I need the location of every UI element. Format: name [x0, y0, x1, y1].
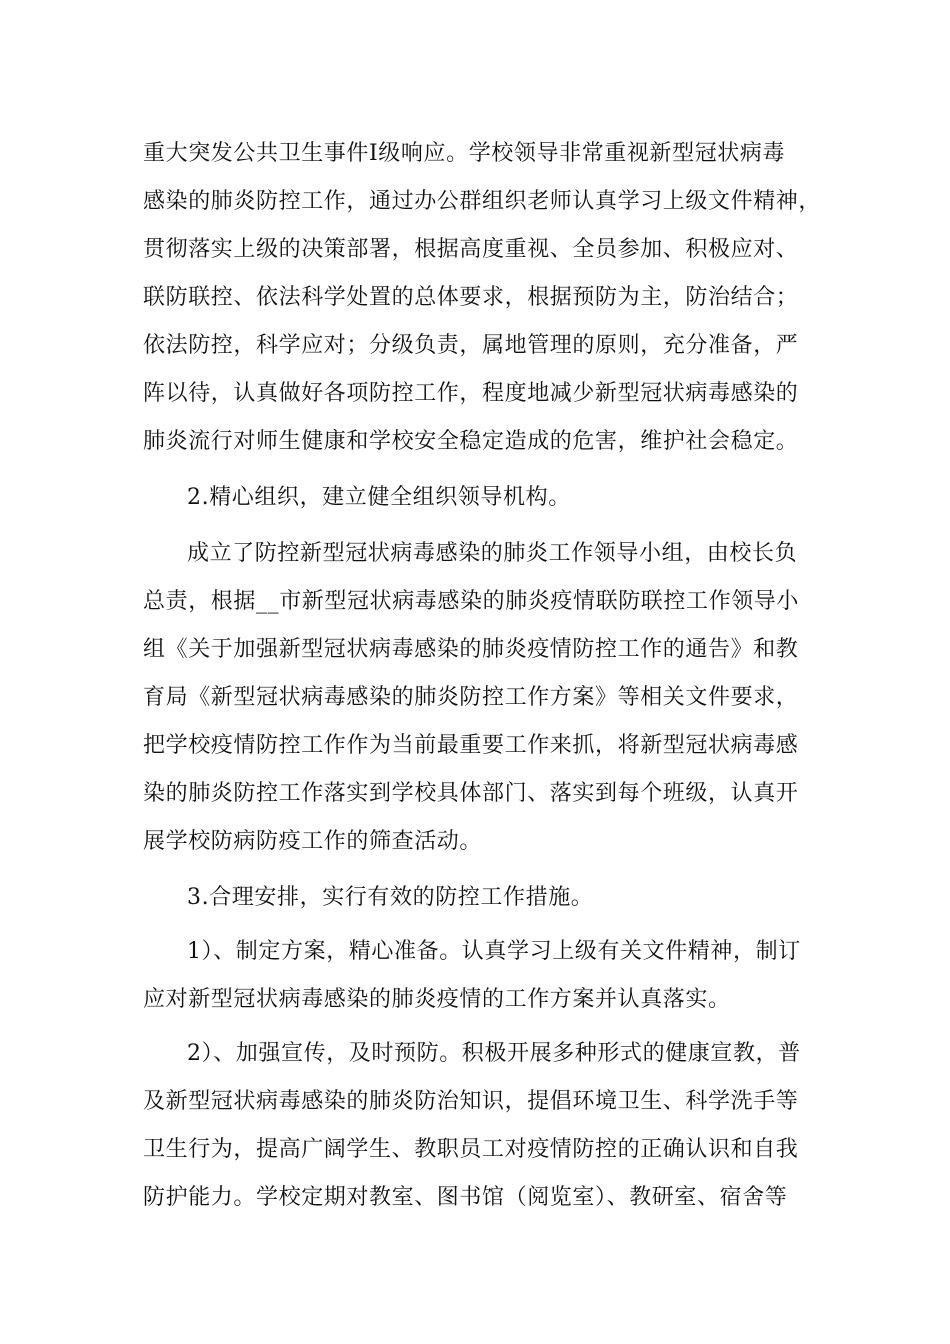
section-heading: 2.精心组织，建立健全组织领导机构。	[187, 485, 571, 510]
text-line: 感染的肺炎防控工作，通过办公群组织老师认真学习上级文件精神，	[143, 189, 822, 214]
text-line: 阵以待，认真做好各项防控工作，程度地减少新型冠状病毒感染的	[143, 381, 799, 406]
text-line: 组《关于加强新型冠状病毒感染的肺炎疫情防控工作的通告》和教	[143, 637, 799, 662]
text-line: 卫生行为，提高广阔学生、教职员工对疫情防控的正确认识和自我	[143, 1137, 799, 1162]
text-line: 重大突发公共卫生事件Ⅰ级响应。学校领导非常重视新型冠状病毒	[143, 141, 786, 166]
text-line: 联防联控、依法科学处置的总体要求，根据预防为主，防治结合；	[143, 285, 799, 310]
text-line: 展学校防病防疫工作的筛查活动。	[143, 829, 483, 854]
text-line: 总责，根据__市新型冠状病毒感染的肺炎疫情联防联控工作领导小	[143, 589, 800, 614]
text-line: 1）、制定方案，精心准备。认真学习上级有关文件精神，制订	[187, 939, 801, 964]
text-line: 应对新型冠状病毒感染的肺炎疫情的工作方案并认真落实。	[143, 987, 731, 1012]
text-line: 2）、加强宣传，及时预防。积极开展多种形式的健康宣教，普	[187, 1041, 801, 1066]
text-line: 依法防控，科学应对；分级负责，属地管理的原则，充分准备，严	[143, 333, 799, 358]
text-line: 防护能力。学校定期对教室、图书馆（阅览室）、教研室、宿舍等	[143, 1185, 788, 1210]
text-line: 成立了防控新型冠状病毒感染的肺炎工作领导小组，由校长负	[187, 541, 798, 566]
text-line: 及新型冠状病毒感染的肺炎防治知识，提倡环境卫生、科学洗手等	[143, 1089, 799, 1114]
text-line: 育局《新型冠状病毒感染的肺炎防控工作方案》等相关文件要求，	[143, 685, 799, 710]
text-line: 贯彻落实上级的决策部署，根据高度重视、全员参加、积极应对、	[143, 237, 799, 262]
section-heading: 3.合理安排，实行有效的防控工作措施。	[187, 885, 594, 910]
text-line: 染的肺炎防控工作落实到学校具体部门、落实到每个班级，认真开	[143, 781, 799, 806]
text-line: 肺炎流行对师生健康和学校安全稳定造成的危害，维护社会稳定。	[143, 429, 799, 454]
text-line: 把学校疫情防控工作作为当前最重要工作来抓，将新型冠状病毒感	[143, 733, 799, 758]
